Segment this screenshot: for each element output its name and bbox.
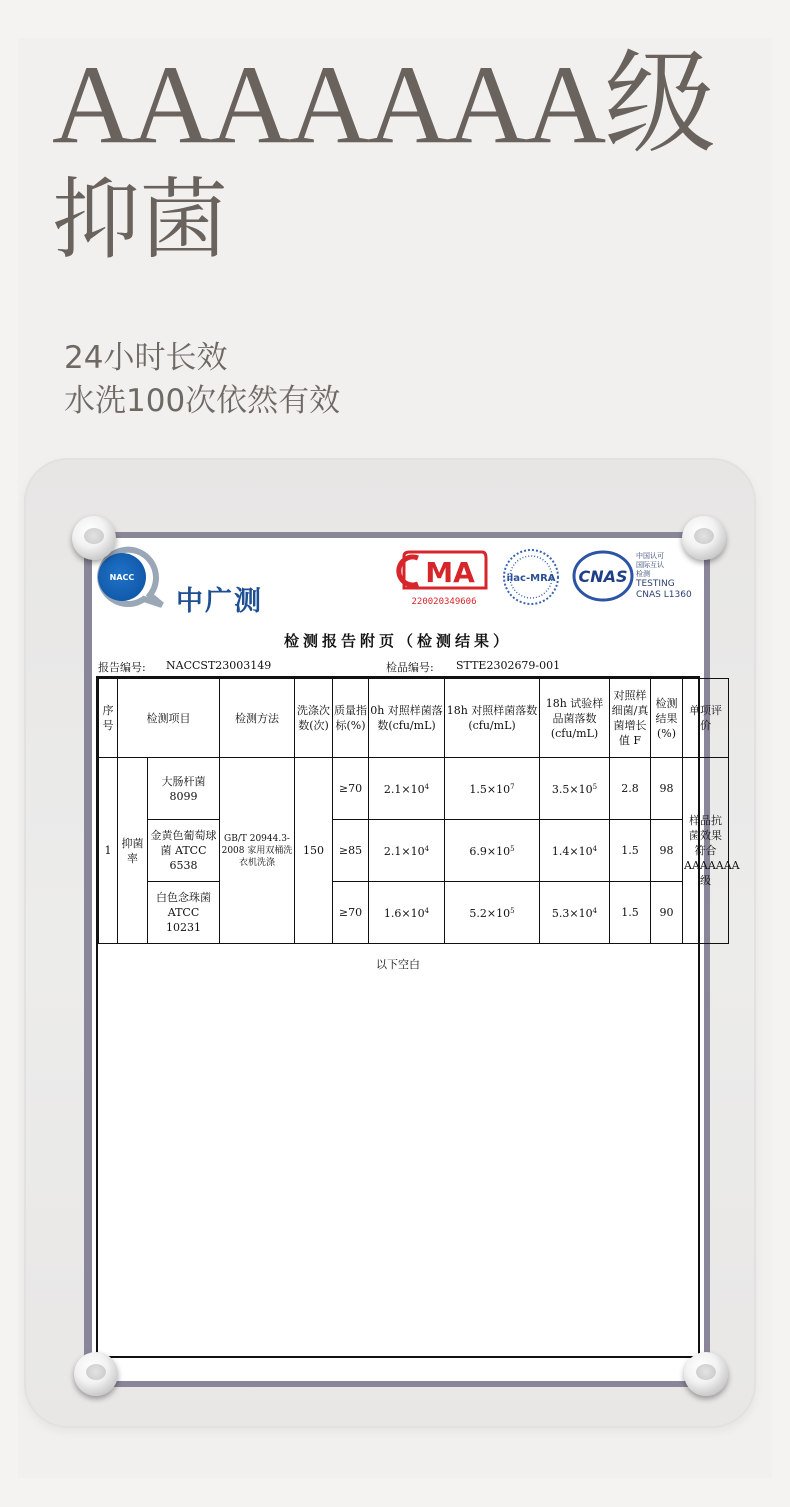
pin-bottom-right <box>684 1352 728 1396</box>
header-quality: 质量指标(%) <box>333 679 369 758</box>
cell-seq: 1 <box>99 758 118 944</box>
cell-t18h <box>540 820 610 882</box>
ilac-text: ilac-MRA <box>506 573 556 584</box>
sample-no: STTE2302679-001 <box>456 659 561 672</box>
cnas-caption-line: CNAS L1360 <box>636 590 692 600</box>
header-method: 检测方法 <box>220 679 295 758</box>
value-exponent: 4 <box>592 845 598 853</box>
pin-top-right <box>682 516 726 560</box>
cnas-caption-line: 检测 <box>636 570 650 578</box>
value-base: 1.4×10 <box>551 845 593 858</box>
cell-quality: ≥85 <box>333 820 369 882</box>
cell-growth: 1.5 <box>610 882 651 944</box>
header-item: 检测项目 <box>118 679 220 758</box>
value-exponent: 4 <box>592 907 598 915</box>
cnas-caption <box>636 552 692 601</box>
value-exponent: 5 <box>592 783 598 791</box>
nacc-logo <box>92 543 292 617</box>
cell-c18h <box>445 758 540 820</box>
cell-c18h <box>445 882 540 944</box>
value-exponent: 5 <box>510 845 515 853</box>
report-title: 检测报告附页（检测结果） <box>283 632 512 650</box>
cell-result: 98 <box>651 758 683 820</box>
cell-c0h <box>369 882 445 944</box>
results-table <box>96 676 740 1358</box>
value-base: 5.2×10 <box>469 907 511 920</box>
cell-category: 抑菌率 <box>118 758 148 944</box>
cell-method: GB/T 20944.3-2008 家用双桶洗衣机洗涤 <box>220 758 295 944</box>
cma-text: MA <box>425 556 475 589</box>
hero-title: AAAAAAA级 <box>52 43 715 167</box>
cell-quality: ≥70 <box>333 882 369 944</box>
org-name: 中广测 <box>176 586 263 617</box>
hero-subtitle: 抑菌 <box>52 168 229 271</box>
cnas-logo-icon <box>572 550 634 602</box>
value-base: 5.3×10 <box>551 907 593 920</box>
table-row <box>99 820 729 882</box>
cell-c18h <box>445 820 540 882</box>
cell-organism: 大肠杆菌 8099 <box>148 758 220 820</box>
feature-line-2: 水洗100次依然有效 <box>64 383 341 419</box>
header-eval: 单项评价 <box>683 679 729 758</box>
cell-washes: 150 <box>295 758 333 944</box>
value-base: 1.5×10 <box>469 783 511 796</box>
sample-no-label: 检品编号: <box>386 661 434 674</box>
pin-bottom-left <box>74 1352 118 1396</box>
cell-organism: 白色念珠菌 ATCC 10231 <box>148 882 220 944</box>
value-exponent: 4 <box>424 783 430 791</box>
cell-t18h <box>540 758 610 820</box>
value-exponent: 4 <box>424 845 430 853</box>
cma-number: 220020349606 <box>411 597 477 607</box>
cell-growth: 2.8 <box>610 758 651 820</box>
value-base: 6.9×10 <box>469 845 511 858</box>
cell-organism: 金黄色葡萄球菌 ATCC 6538 <box>148 820 220 882</box>
pin-top-left <box>72 516 116 560</box>
cell-evaluation: 样品抗菌效果符合AAAAAAA级 <box>683 758 729 944</box>
cell-c0h <box>369 758 445 820</box>
table-header-row <box>99 679 729 758</box>
value-exponent: 4 <box>424 907 430 915</box>
cell-c0h <box>369 820 445 882</box>
header-c18h: 18h 对照样菌落数(cfu/mL) <box>445 679 540 758</box>
value-exponent: 5 <box>510 907 515 915</box>
feature-line-1: 24小时长效 <box>64 340 228 376</box>
nacc-badge: NACC <box>98 553 146 601</box>
header-growth: 对照样细菌/真菌增长值 F <box>610 679 651 758</box>
header-washes: 洗涤次数(次) <box>295 679 333 758</box>
cell-result: 90 <box>651 882 683 944</box>
header-c0h: 0h 对照样菌落数(cfu/mL) <box>369 679 445 758</box>
cell-growth: 1.5 <box>610 820 651 882</box>
ilac-logo-icon <box>500 548 562 606</box>
table-row <box>99 882 729 944</box>
header-seq: 序号 <box>99 679 118 758</box>
header-result: 检测结果(%) <box>651 679 683 758</box>
blank-note: 以下空白 <box>376 958 420 971</box>
report-no: NACCST23003149 <box>166 659 272 672</box>
cnas-text: CNAS <box>578 567 628 586</box>
report-no-label: 报告编号: <box>98 661 146 674</box>
value-exponent: 7 <box>510 783 515 791</box>
cnas-caption-line: TESTING <box>636 579 675 589</box>
table-row <box>99 758 729 820</box>
value-base: 1.6×10 <box>383 907 425 920</box>
cnas-caption-line: 国际互认 <box>636 561 664 569</box>
value-base: 2.1×10 <box>383 845 425 858</box>
value-base: 3.5×10 <box>551 783 593 796</box>
cell-result: 98 <box>651 820 683 882</box>
cell-quality: ≥70 <box>333 758 369 820</box>
value-base: 2.1×10 <box>383 783 425 796</box>
cell-t18h <box>540 882 610 944</box>
cnas-caption-line: 中国认可 <box>636 552 664 560</box>
header-t18h: 18h 试验样品菌落数(cfu/mL) <box>540 679 610 758</box>
